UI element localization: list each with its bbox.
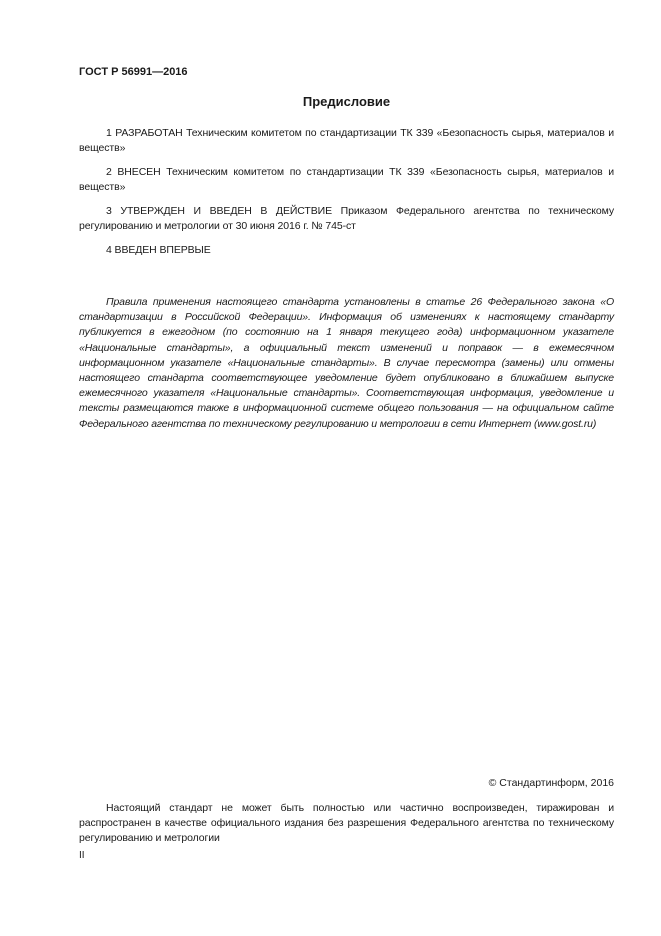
page-title: Предисловие <box>302 94 391 109</box>
page-number: II <box>79 850 85 861</box>
reproduction-rights-notice: Настоящий стандарт не может быть полностью или частично воспроизведен, тиражирован и распространен в качестве официального издания без разрешения Федерального агентства по техническому регулированию и метрологии <box>79 802 614 844</box>
foreword-item-developed: 1 РАЗРАБОТАН Техническим комитетом по стандартизации ТК 339 «Безопасность сырья, материалов и веществ» <box>79 127 614 154</box>
foreword-item-approved: 3 УТВЕРЖДЕН И ВВЕДЕН В ДЕЙСТВИЕ Приказом Федерального агентства по техническому регулированию и метрологии от 30 июня 2016 г. № 745-ст <box>79 205 614 232</box>
foreword-item-introduced: 2 ВНЕСЕН Техническим комитетом по стандартизации ТК 339 «Безопасность сырья, материалов и веществ» <box>79 166 614 193</box>
application-rules-notice: Правила применения настоящего стандарта установлены в статье 26 Федерального закона «О стандартизации в Российской Федерации». Информация об изменениях к настоящему стандарту публикуется в ежегодном (по состоянию на 1 января текущего года) информационном указателе «Национальные стандарты», а официальный текст изменений и поправок — в ежемесячном информационном указателе «Национальные стандарты». В случае пересмотра (замены) или отмены настоящего стандарта соответствующее уведомление будет опубликовано в ближайшем выпуске ежемесячного указателя «Национальные стандарты». Соответствующая информация, уведомление и тексты размещаются также в информационной системе общего пользования — на официальном сайте Федерального агентства по техническому регулированию и метрологии в сети Интернет (www.gost.ru) <box>79 296 614 430</box>
standard-code-header: ГОСТ Р 56991—2016 <box>79 66 188 78</box>
copyright-line: © Стандартинформ, 2016 <box>488 777 614 789</box>
foreword-item-first-introduced: 4 ВВЕДЕН ВПЕРВЫЕ <box>106 244 211 256</box>
